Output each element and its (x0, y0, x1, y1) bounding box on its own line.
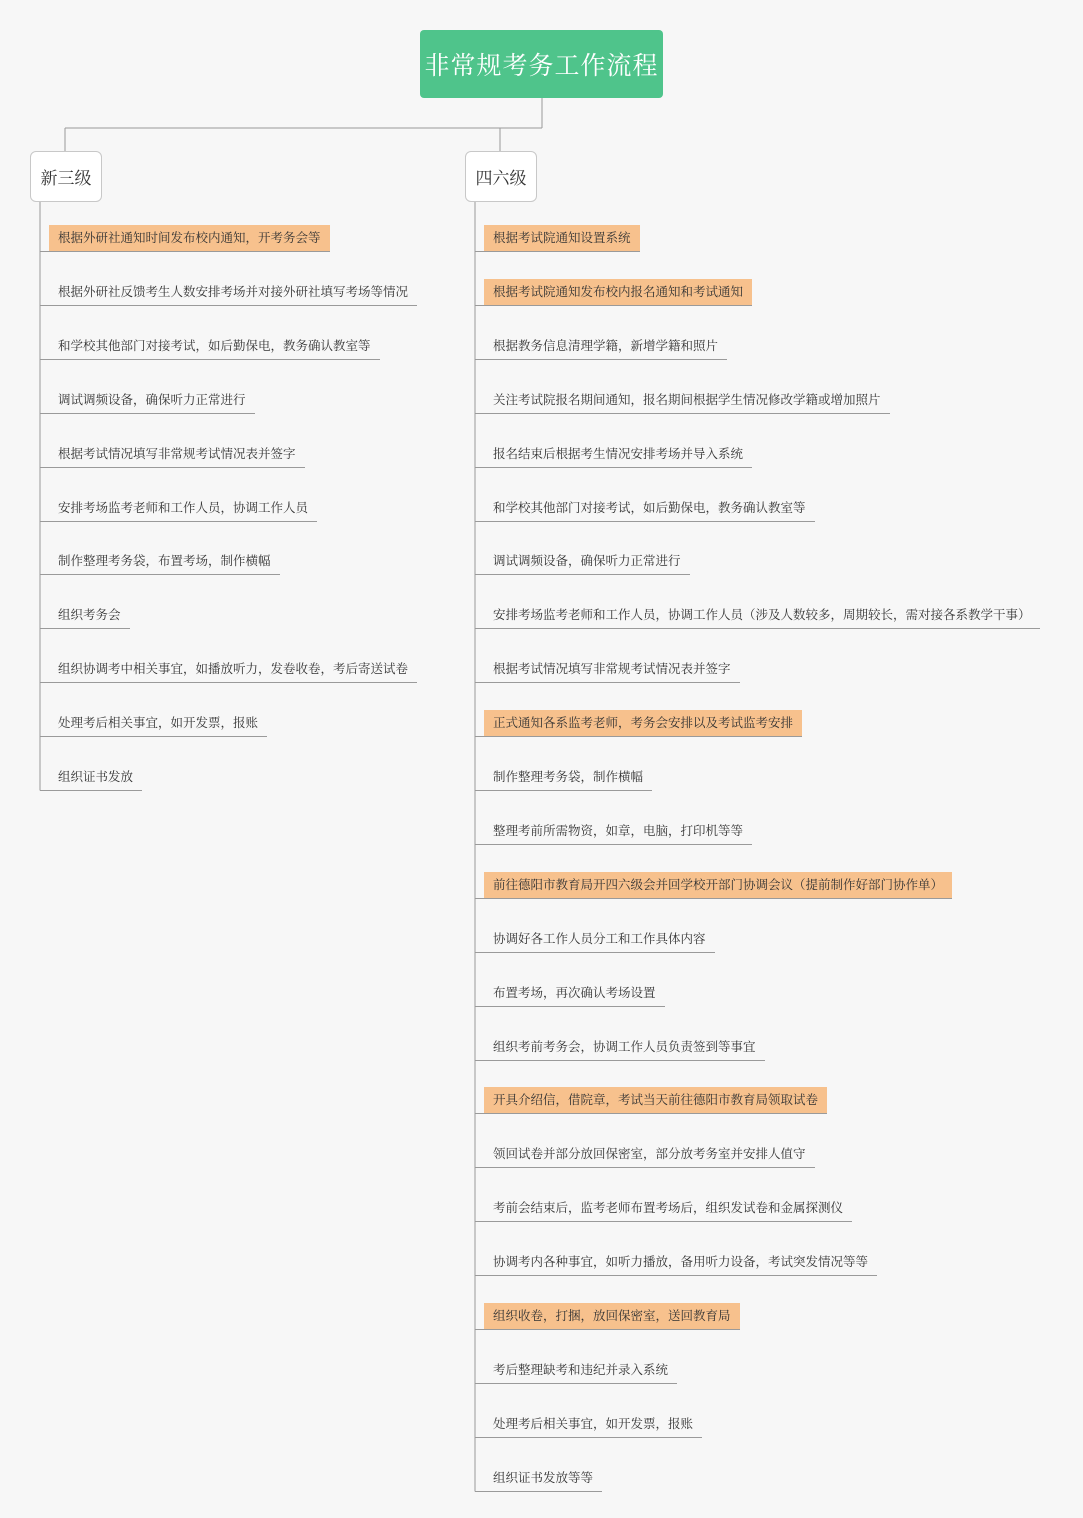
flow-step-item: 组织协调考中相关事宜，如播放听力，发卷收卷，考后寄送试卷 (49, 656, 417, 683)
flow-step-item: 布置考场，再次确认考场设置 (484, 980, 665, 1007)
flow-step-item: 组织证书发放等等 (484, 1465, 602, 1492)
flow-step-item: 根据考试情况填写非常规考试情况表并签字 (49, 441, 305, 468)
flow-step-item: 根据考试院通知发布校内报名通知和考试通知 (484, 279, 752, 306)
flow-step-item: 和学校其他部门对接考试，如后勤保电，教务确认教室等 (49, 333, 380, 360)
flow-step-item: 考前会结束后，监考老师布置考场后，组织发试卷和金属探测仪 (484, 1195, 852, 1222)
flow-step-item: 整理考前所需物资，如章，电脑，打印机等等 (484, 818, 752, 845)
flow-step-item: 领回试卷并部分放回保密室，部分放考务室并安排人值守 (484, 1141, 815, 1168)
flow-step-item: 协调考内各种事宜，如听力播放，备用听力设备，考试突发情况等等 (484, 1249, 877, 1276)
flow-step-item: 制作整理考务袋，制作横幅 (484, 764, 652, 791)
flow-step-item: 安排考场监考老师和工作人员，协调工作人员 (49, 495, 317, 522)
flow-step-item: 制作整理考务袋，布置考场，制作横幅 (49, 548, 280, 575)
flow-step-item: 组织证书发放 (49, 764, 142, 791)
flow-step-item: 根据外研社反馈考生人数安排考场并对接外研社填写考场等情况 (49, 279, 417, 306)
flow-step-item: 处理考后相关事宜，如开发票，报账 (49, 710, 267, 737)
flow-step-item: 考后整理缺考和违纪并录入系统 (484, 1357, 677, 1384)
flow-step-item: 组织收卷，打捆，放回保密室，送回教育局 (484, 1303, 740, 1330)
flow-step-item: 开具介绍信，借院章，考试当天前往德阳市教育局领取试卷 (484, 1087, 827, 1114)
flow-step-item: 和学校其他部门对接考试，如后勤保电，教务确认教室等 (484, 495, 815, 522)
flow-step-item: 正式通知各系监考老师，考务会安排以及考试监考安排 (484, 710, 802, 737)
flow-step-item: 调试调频设备，确保听力正常进行 (484, 548, 690, 575)
flow-step-item: 调试调频设备，确保听力正常进行 (49, 387, 255, 414)
flow-step-item: 前往德阳市教育局开四六级会并回学校开部门协调会议（提前制作好部门协作单） (484, 872, 952, 899)
branch-node-new-three: 新三级 (30, 151, 102, 202)
flow-step-item: 组织考前考务会，协调工作人员负责签到等事宜 (484, 1034, 765, 1061)
branch-node-cet: 四六级 (465, 151, 537, 202)
flow-step-item: 协调好各工作人员分工和工作具体内容 (484, 926, 715, 953)
flow-step-item: 根据外研社通知时间发布校内通知，开考务会等 (49, 225, 330, 252)
flow-step-item: 组织考务会 (49, 602, 130, 629)
flow-step-item: 安排考场监考老师和工作人员，协调工作人员（涉及人数较多，周期较长，需对接各系教学干事） (484, 602, 1040, 629)
flow-step-item: 处理考后相关事宜，如开发票，报账 (484, 1411, 702, 1438)
flow-step-item: 根据考试情况填写非常规考试情况表并签字 (484, 656, 740, 683)
flow-step-item: 根据考试院通知设置系统 (484, 225, 640, 252)
flow-step-item: 关注考试院报名期间通知，报名期间根据学生情况修改学籍或增加照片 (484, 387, 890, 414)
flow-step-item: 报名结束后根据考生情况安排考场并导入系统 (484, 441, 752, 468)
root-node-title: 非常规考务工作流程 (420, 30, 663, 98)
flow-step-item: 根据教务信息清理学籍，新增学籍和照片 (484, 333, 727, 360)
